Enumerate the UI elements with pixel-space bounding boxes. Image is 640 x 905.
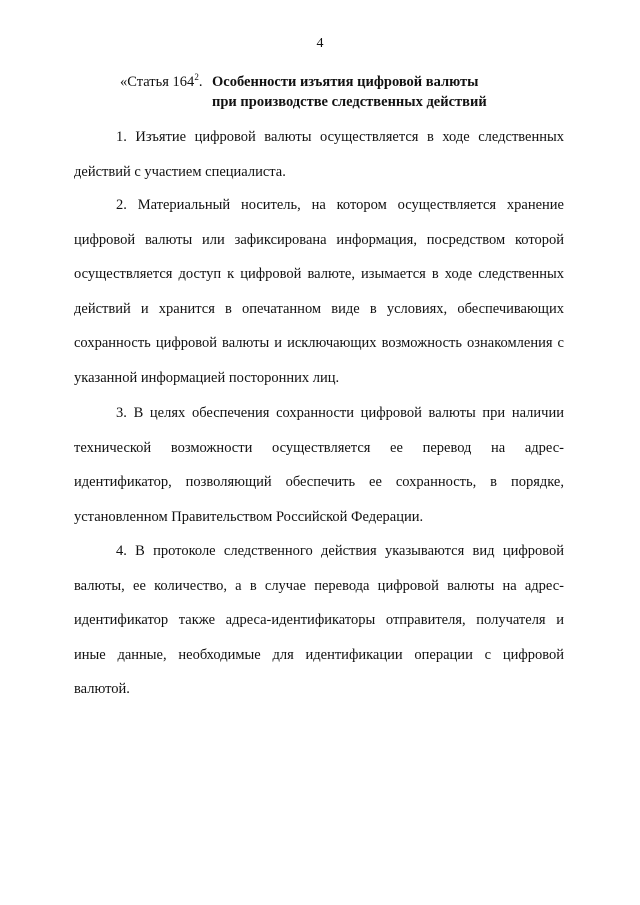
article-heading-line-1 <box>120 72 560 92</box>
article-heading <box>120 72 560 112</box>
article-number-superscript: 2 <box>194 72 199 83</box>
article-label-suffix: . <box>198 74 203 90</box>
page-number: 4 <box>316 36 324 51</box>
article-title-line-1: Особенности изъятия цифровой валюты <box>212 74 479 90</box>
article-title-line-2: при производстве следственных действий <box>212 94 487 110</box>
paragraph-2: 2. Материальный носитель, на котором осуществляется хранение цифровой валюты или зафиксирована информация, посредством которой осуществляется доступ к цифровой валюте, изымается в ходе следственных действий и хранится в опечатанном виде в условиях, обеспечивающих сохранность цифровой валюты и исключающих возможность ознакомления с указанной информацией посторонних лиц. <box>74 197 564 386</box>
paragraph-3: 3. В целях обеспечения сохранности цифровой валюты при наличии технической возможности осуществляется ее перевод на адрес-идентификатор, позволяющий обеспечить ее сохранность, в порядке, установленном Правительством Российской Федерации. <box>74 405 564 525</box>
paragraph-1: 1. Изъятие цифровой валюты осуществляется в ходе следственных действий с участием специалиста. <box>74 129 564 180</box>
article-label <box>120 72 212 92</box>
article-label-prefix: «Статья 164 <box>120 74 195 90</box>
paragraph-4: 4. В протоколе следственного действия указываются вид цифровой валюты, ее количество, а в случае перевода цифровой валюты на адрес-идентификатор также адреса-идентификаторы отправителя, получателя и иные данные, необходимые для идентификации операции с цифровой валютой. <box>74 543 564 697</box>
